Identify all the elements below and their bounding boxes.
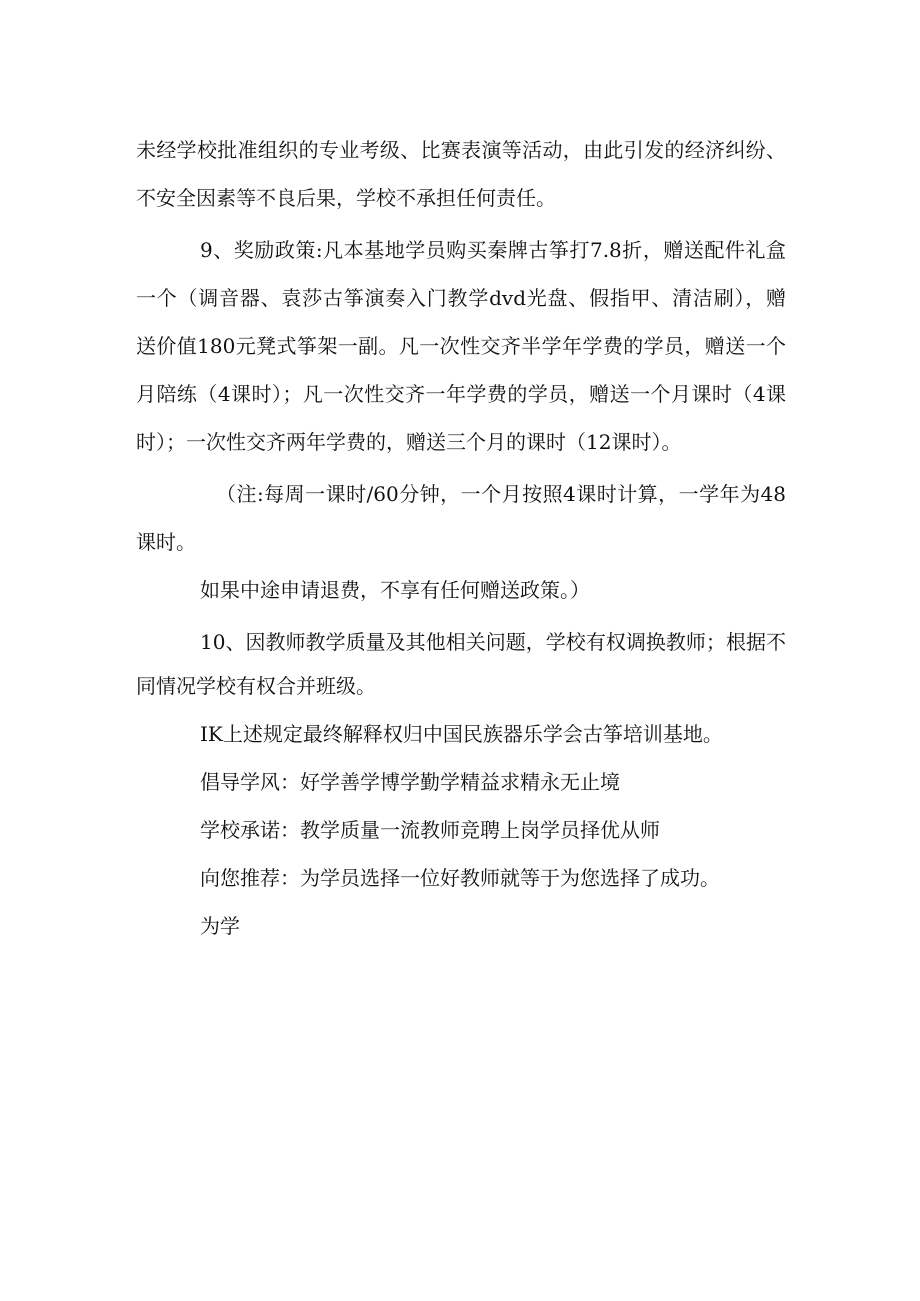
text-line-10: 如果中途申请退费，不享有任何赠送政策。） <box>200 578 590 602</box>
text-line-13: IK上述规定最终解释权归中国民族器乐学会古筝培训基地。 <box>200 722 723 746</box>
text-line-9: 课时。 <box>136 530 196 554</box>
text-line-8: （注:每周一课时/60分钟，一个月按照4课时计算，一学年为48 <box>216 482 786 506</box>
text-line-12: 同情况学校有权合并班级。 <box>136 674 376 698</box>
text-line-17: 为学 <box>200 914 240 938</box>
text-line-2: 不安全因素等不良后果，学校不承担任何责任。 <box>136 186 556 210</box>
text-line-7: 时）；一次性交齐两年学费的，赠送三个月的课时（12课时）。 <box>136 430 682 454</box>
text-line-6: 月陪练（4课时）；凡一次性交齐一年学费的学员，赠送一个月课时（4课 <box>136 382 786 406</box>
text-line-4: 一个（调音器、袁莎古筝演奏入门教学dvd光盘、假指甲、清洁刷），赠 <box>136 286 786 310</box>
text-line-3: 9、奖励政策:凡本基地学员购买秦牌古筝打7.8折，赠送配件礼盒 <box>200 238 786 262</box>
text-line-14: 倡导学风：好学善学博学勤学精益求精永无止境 <box>200 770 620 794</box>
text-line-5: 送价值180元凳式筝架一副。凡一次性交齐半学年学费的学员，赠送一个 <box>136 334 786 358</box>
text-line-15: 学校承诺：教学质量一流教师竞聘上岗学员择优从师 <box>200 818 660 842</box>
text-line-11: 10、因教师教学质量及其他相关问题，学校有权调换教师；根据不 <box>200 630 786 654</box>
text-line-1: 未经学校批准组织的专业考级、比赛表演等活动，由此引发的经济纠纷、 <box>136 138 786 162</box>
text-line-16: 向您推荐：为学员选择一位好教师就等于为您选择了成功。 <box>200 866 720 890</box>
